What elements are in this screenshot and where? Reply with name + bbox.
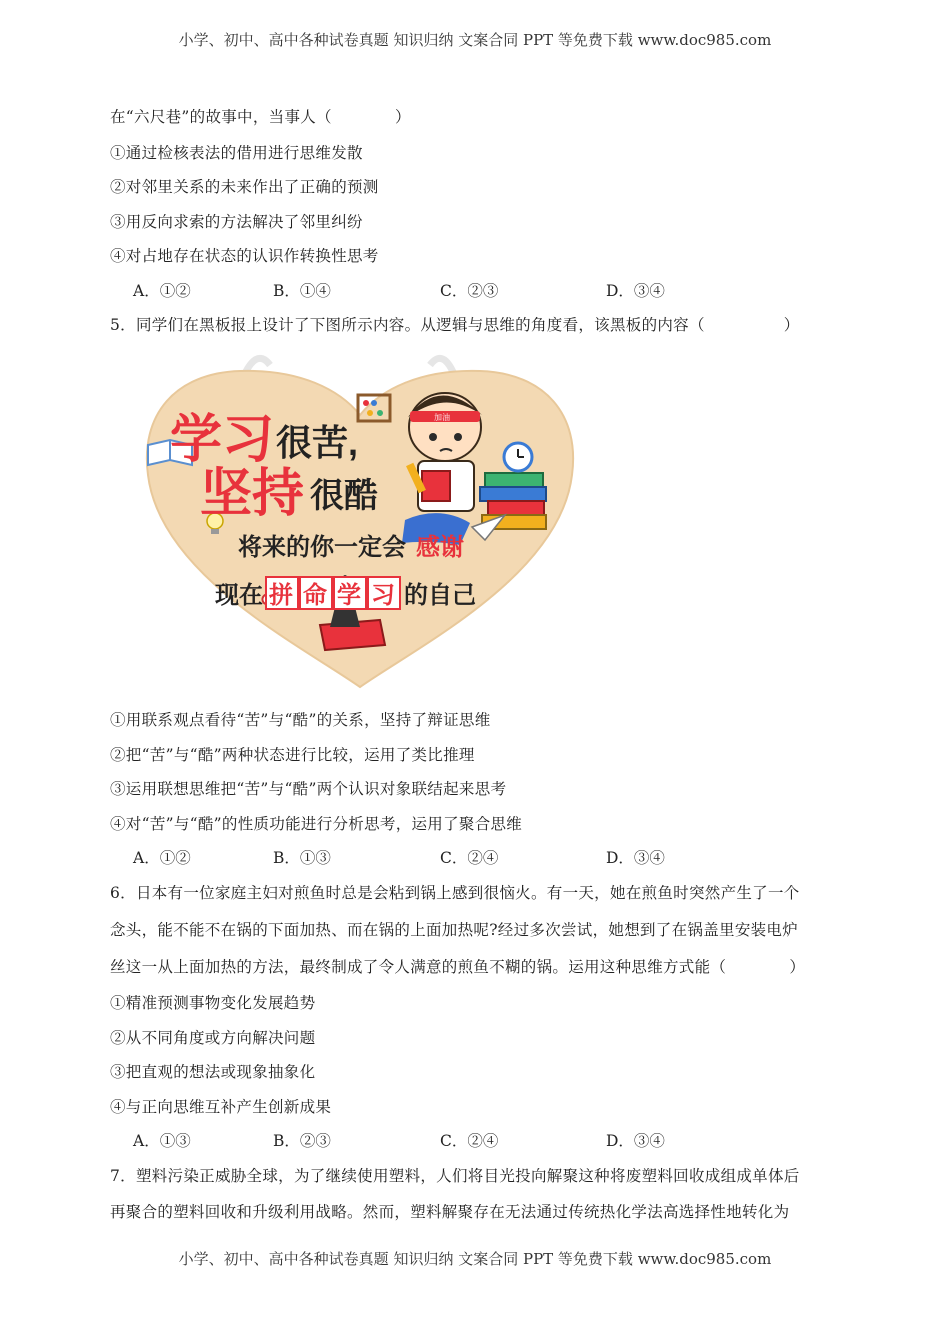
q6-stem-line-2: 念头，能不能不在锅的下面加热、而在锅的上面加热呢?经过多次尝试，她想到了在锅盖里安装电炉: [110, 921, 799, 939]
slogan-line2-black: 很酷: [310, 477, 378, 515]
q5-statement-2: ②把“苦”与“酷”两种状态进行比较，运用了类比推理: [110, 746, 475, 764]
slogan-line4-char4: 习: [371, 582, 395, 609]
page-footer: 小学、初中、高中各种试卷真题 知识归纳 文案合同 PPT 等免费下载 www.doc985.com: [178, 1250, 772, 1268]
q6-statement-2: ②从不同角度或方向解决问题: [110, 1029, 316, 1047]
alarm-clock-icon: [504, 443, 532, 471]
slogan-line1-black: 很苦,: [276, 422, 359, 463]
q6-option-c[interactable]: C．②④: [440, 1132, 499, 1150]
q4-statement-2: ②对邻里关系的未来作出了正确的预测: [110, 178, 379, 196]
slogan-line4-char2: 命: [303, 582, 327, 609]
slogan-line4-end: 的自己: [404, 582, 476, 609]
q6-statement-3: ③把直观的想法或现象抽象化: [110, 1063, 316, 1081]
slogan-line2-red: 坚持: [200, 465, 305, 523]
q5-option-d[interactable]: D．③④: [606, 849, 665, 867]
q5-option-b[interactable]: B．①③: [273, 849, 331, 867]
q5-statement-1: ①用联系观点看待“苦”与“酷”的关系，坚持了辩证思维: [110, 711, 491, 729]
q5-option-a[interactable]: A．①②: [133, 849, 191, 867]
q4-statement-4: ④对占地存在状态的认识作转换性思考: [110, 247, 379, 265]
q4-statement-1: ①通过检核表法的借用进行思维发散: [110, 144, 363, 162]
slogan-line4-char3: 学: [337, 582, 361, 609]
headband-text: 加油: [434, 413, 450, 422]
heart-sign-graphic: [140, 345, 580, 690]
q6-stem-line-1: 6．日本有一位家庭主妇对煎鱼时总是会粘到锅上感到很恼火。有一天，她在煎鱼时突然产生了一个: [110, 884, 800, 902]
q5-stem: 5．同学们在黑板报上设计了下图所示内容。从逻辑与思维的角度看，该黑板的内容（ ）: [110, 316, 800, 334]
q5-option-c[interactable]: C．②④: [440, 849, 499, 867]
q7-stem-line-1: 7．塑料污染正威胁全球，为了继续使用塑料，人们将目光投向解聚这种将废塑料回收成组成单体后: [110, 1167, 800, 1185]
page-header: 小学、初中、高中各种试卷真题 知识归纳 文案合同 PPT 等免费下载 www.doc985.com: [178, 31, 772, 49]
q4-option-d[interactable]: D．③④: [606, 282, 665, 300]
q6-stem-line-3: 丝这一从上面加热的方法，最终制成了令人满意的煎鱼不糊的锅。运用这种思维方式能（ ）: [110, 958, 806, 976]
q6-statement-4: ④与正向思维互补产生创新成果: [110, 1098, 332, 1116]
q5-statement-3: ③运用联想思维把“苦”与“酷”两个认识对象联结起来思考: [110, 780, 507, 798]
q4-option-b[interactable]: B．①④: [273, 282, 331, 300]
q6-option-b[interactable]: B．②③: [273, 1132, 331, 1150]
q4-statement-3: ③用反向求索的方法解决了邻里纠纷: [110, 213, 363, 231]
q7-stem-line-2: 再聚合的塑料回收和升级利用战略。然而，塑料解聚存在无法通过传统热化学法高选择性地转化为: [110, 1203, 790, 1221]
q5-statement-4: ④对“苦”与“酷”的性质功能进行分析思考，运用了聚合思维: [110, 815, 523, 833]
q6-statement-1: ①精准预测事物变化发展趋势: [110, 994, 316, 1012]
slogan-line4-char1: 拼: [269, 582, 293, 609]
q4-option-a[interactable]: A．①②: [133, 282, 191, 300]
slogan-line3-red: 感谢: [416, 534, 464, 561]
q4-stem: 在“六尺巷”的故事中，当事人（ ）: [110, 108, 411, 126]
blackboard-heart-image: [140, 345, 580, 690]
slogan-line1-red: 学习: [170, 411, 275, 469]
q6-option-d[interactable]: D．③④: [606, 1132, 665, 1150]
slogan-line4-start: 现在: [215, 582, 263, 609]
slogan-line3-black: 将来的你一定会: [238, 534, 406, 561]
q6-option-a[interactable]: A．①③: [133, 1132, 191, 1150]
q4-option-c[interactable]: C．②③: [440, 282, 499, 300]
